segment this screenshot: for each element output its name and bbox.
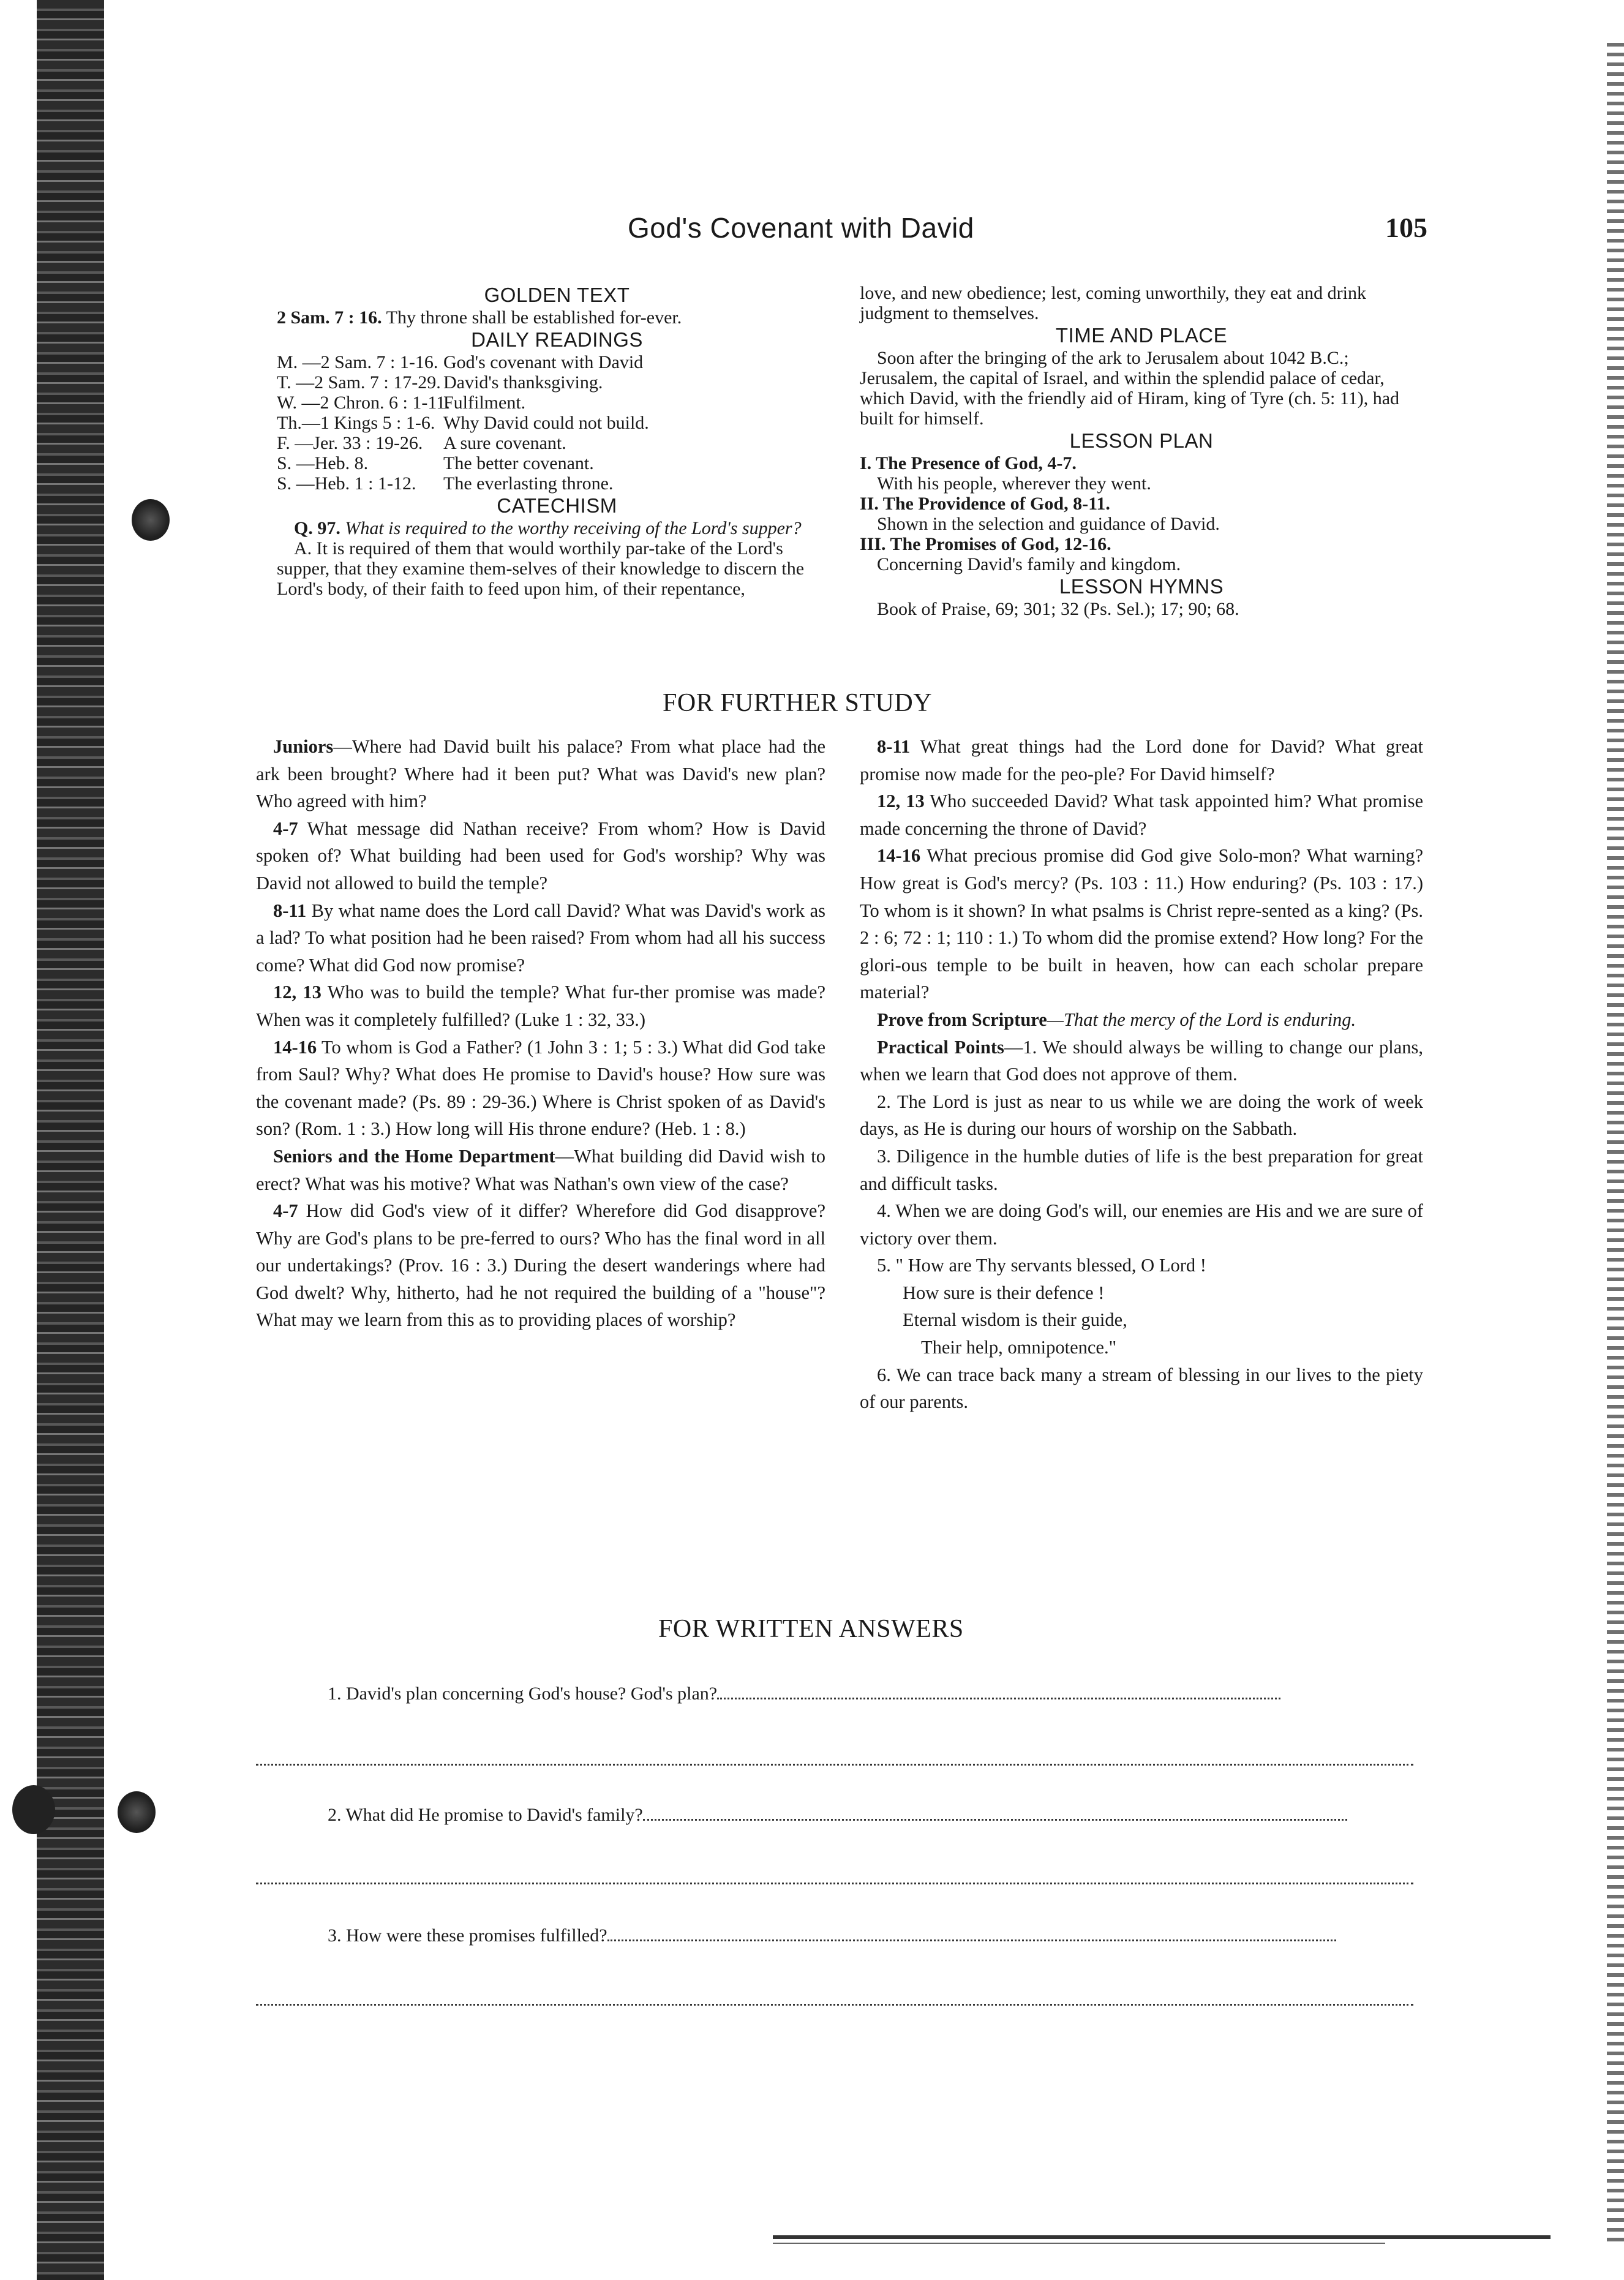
written-question-3 xyxy=(328,1925,1336,1946)
reading-ref: F. —Jer. 33 : 19-26. xyxy=(277,433,423,453)
verse-text: By what name does the Lord call David? What was David's work as a lad? To what position had he been raised? From whom had all his success come? What did God now promise? xyxy=(256,900,825,976)
seniors-label: Seniors and the Home Department xyxy=(273,1145,555,1167)
lesson-plan-item-desc: Concerning David's family and kingdom. xyxy=(877,554,1181,574)
written-question-text: 3. How were these promises fulfilled? xyxy=(328,1925,607,1946)
reading-title: God's covenant with David xyxy=(443,352,644,372)
verse-label: 4-7 xyxy=(273,818,298,839)
golden-text xyxy=(277,307,837,328)
practical-point-2: 2. The Lord is just as near to us while we are doing the work of week days, as He is during our hours of worship on the Sabbath. xyxy=(860,1091,1423,1140)
written-question-2 xyxy=(328,1805,1347,1826)
answer-blank-line[interactable] xyxy=(256,2004,1413,2006)
juniors-8-11-paragraph xyxy=(256,897,825,979)
verse-label: 14-16 xyxy=(877,845,921,867)
answer-blank[interactable] xyxy=(643,1819,1347,1821)
verse-text: Who was to build the temple? What fur-ther promise was made? When was it completely fulfilled? (Luke 1 : 32, 33.) xyxy=(256,982,825,1030)
verse-label: 8-11 xyxy=(273,900,307,921)
catechism-answer-continued: love, and new obedience; lest, coming unworthily, they eat and drink judgment to themselves. xyxy=(860,283,1366,323)
practical-point-5: 5. " How are Thy servants blessed, O Lord ! xyxy=(877,1255,1206,1276)
catechism-answer: A. It is required of them that would worthily par-take of the Lord's supper, that they examine them-selves of their knowledge to discern the Lord's body, of their faith to feed upon him, of their repentance, xyxy=(277,538,805,599)
book-binding-edge xyxy=(37,0,104,2280)
bottom-rule-thin xyxy=(773,2243,1385,2244)
catechism-q-text: What is required to the worthy receiving of the Lord's supper? xyxy=(345,518,802,538)
prove-label: Prove from Scripture xyxy=(877,1009,1047,1030)
running-head: God's Covenant with David xyxy=(628,212,974,244)
juniors-12-13-paragraph xyxy=(256,979,825,1033)
reading-title: The better covenant. xyxy=(443,453,594,473)
reading-title: David's thanksgiving. xyxy=(443,372,603,393)
poem-line: How sure is their defence ! xyxy=(903,1282,1105,1303)
lesson-plan-item-desc: With his people, wherever they went. xyxy=(877,473,1151,494)
binding-hole-top xyxy=(132,499,170,541)
reading-ref: S. —Heb. 8. xyxy=(277,453,369,473)
verse-label: 8-11 xyxy=(877,736,911,757)
further-study-left-column xyxy=(256,733,825,1334)
time-place-text: Soon after the bringing of the ark to Jerusalem about 1042 B.C.; Jerusalem, the capital of Israel, and within the splendid palace of cedar, which David, with the friendly aid of Hiram, king of Tyre (ch. 5: 11), had built for himself. xyxy=(860,348,1400,429)
bottom-rule xyxy=(773,2235,1551,2239)
verse-text: How did God's view of it differ? Wherefore did God disapprove? Why are God's plans to be pre-ferred to ours? Who has the final word in all our undertakings? (Prov. 16 : 3.) During the desert wanderings where had God dwelt? Why, hitherto, had he not required the building of a "house"? What may we learn from this as to providing places of worship? xyxy=(256,1200,825,1331)
juniors-4-7-paragraph xyxy=(256,815,825,897)
practical-text: —1. We should always be willing to change our plans, when we learn that God does not approve of them. xyxy=(860,1036,1423,1085)
reading-title: Why David could not build. xyxy=(443,413,649,433)
verse-label: 12, 13 xyxy=(877,791,925,812)
practical-point-1 xyxy=(860,1034,1423,1088)
reading-ref: M. —2 Sam. 7 : 1-16. xyxy=(277,352,438,372)
verse-label: 14-16 xyxy=(273,1036,317,1058)
catechism-question xyxy=(277,518,837,538)
prove-from-scripture xyxy=(860,1006,1423,1034)
written-question-text: 1. David's plan concerning God's house? God's plan? xyxy=(328,1684,718,1704)
verse-text: To whom is God a Father? (1 John 3 : 1; 5 : 3.) What did God take from Saul? Why? What does He promise to David's house? How sure was the covenant made? (Ps. 89 : 29-36.) Where is Christ spoken of as David's son? (Rom. 1 : 3.) How long will His throne endure? (Heb. 1 : 8.) xyxy=(256,1036,825,1140)
written-answers-heading: FOR WRITTEN ANSWERS xyxy=(658,1615,964,1643)
page-number: 105 xyxy=(1385,212,1427,243)
written-question-text: 2. What did He promise to David's family? xyxy=(328,1805,643,1825)
practical-point-3: 3. Diligence in the humble duties of life is the best preparation for great and difficult tasks. xyxy=(860,1145,1423,1194)
written-question-1 xyxy=(328,1684,1280,1704)
further-study-heading: FOR FURTHER STUDY xyxy=(663,689,933,717)
juniors-14-16-paragraph xyxy=(256,1034,825,1143)
juniors-text: —Where had David built his palace? From what place had the ark been brought? Where had it been put? What was David's new plan? Who agreed with him? xyxy=(256,736,825,812)
practical-label: Practical Points xyxy=(877,1036,1004,1058)
poem-line: Eternal wisdom is their guide, xyxy=(903,1309,1127,1331)
verse-text: What great things had the Lord done for David? What great promise now made for the peo-ple? For David himself? xyxy=(860,736,1423,784)
lesson-plan-item-title: I. The Presence of God, 4-7. xyxy=(860,453,1077,473)
prove-text: —That the mercy of the Lord is enduring. xyxy=(1047,1009,1356,1030)
lesson-hymns-text: Book of Praise, 69; 301; 32 (Ps. Sel.); 17; 90; 68. xyxy=(877,599,1239,619)
seniors-8-11-paragraph xyxy=(860,733,1423,788)
answer-blank[interactable] xyxy=(717,1698,1280,1699)
lesson-plan-heading: LESSON PLAN xyxy=(1069,429,1214,452)
reading-ref: S. —Heb. 1 : 1-12. xyxy=(277,473,416,494)
golden-text-heading: GOLDEN TEXT xyxy=(484,284,630,306)
reading-title: A sure covenant. xyxy=(443,433,566,453)
seniors-paragraph xyxy=(256,1143,825,1197)
poem-line: Their help, omnipotence." xyxy=(921,1337,1117,1358)
seniors-12-13-paragraph xyxy=(860,788,1423,842)
catechism-q-label: Q. 97. xyxy=(294,518,340,538)
verse-text: What message did Nathan receive? From whom? How is David spoken of? What building had been used for God's worship? Why was David not allowed to build the temple? xyxy=(256,818,825,894)
golden-text-body: Thy throne shall be established for-ever. xyxy=(386,307,682,328)
left-top-column xyxy=(277,283,837,599)
seniors-14-16-paragraph xyxy=(860,842,1423,1006)
lesson-plan-item-title: III. The Promises of God, 12-16. xyxy=(860,534,1111,554)
daily-readings-heading: DAILY READINGS xyxy=(471,328,643,351)
lesson-hymns-heading: LESSON HYMNS xyxy=(1059,575,1224,598)
reading-title: The everlasting throne. xyxy=(443,473,614,494)
reading-ref: Th.—1 Kings 5 : 1-6. xyxy=(277,413,435,433)
verse-text: What precious promise did God give Solo-mon? What warning? How great is God's mercy? (Ps. 103 : 11.) How enduring? (Ps. 103 : 17.) To whom is it shown? In what psalms is Christ repre-sented as a king? (Ps. 2 : 6; 72 : 1; 110 : 1.) To whom did the promise extend? How long? For the glori-ous temple to be built in heaven, how can each scholar prepare material? xyxy=(860,845,1423,1003)
lesson-plan-item-desc: Shown in the selection and guidance of David. xyxy=(877,514,1220,534)
answer-blank-line[interactable] xyxy=(256,1764,1413,1766)
answer-blank-line[interactable] xyxy=(256,1883,1413,1884)
practical-point-6: 6. We can trace back many a stream of blessing in our lives to the piety of our parents. xyxy=(860,1364,1423,1413)
binding-hole-bottom xyxy=(118,1791,156,1833)
answer-blank[interactable] xyxy=(607,1940,1336,1941)
practical-point-4: 4. When we are doing God's will, our enemies are His and we are sure of victory over them. xyxy=(860,1200,1423,1249)
verse-label: 12, 13 xyxy=(273,982,321,1003)
reading-ref: T. —2 Sam. 7 : 17-29. xyxy=(277,372,441,393)
lesson-plan-item-title: II. The Providence of God, 8-11. xyxy=(860,494,1110,514)
verse-text: Who succeeded David? What task appointed him? What promise made concerning the throne of David? xyxy=(860,791,1424,839)
golden-text-ref: 2 Sam. 7 : 16. xyxy=(277,307,382,328)
daily-readings-list xyxy=(277,352,837,494)
further-study-right-column xyxy=(860,733,1423,1416)
juniors-label: Juniors xyxy=(273,736,334,757)
catechism-heading: CATECHISM xyxy=(497,494,617,517)
reading-title: Fulfilment. xyxy=(443,393,526,413)
right-top-column xyxy=(860,283,1423,619)
binding-hole-bottom-left xyxy=(12,1785,55,1834)
time-place-heading: TIME AND PLACE xyxy=(1055,324,1228,347)
juniors-paragraph xyxy=(256,733,825,815)
reading-ref: W. —2 Chron. 6 : 1-11. xyxy=(277,393,450,413)
verse-label: 4-7 xyxy=(273,1200,298,1222)
seniors-text: —What building did David wish to erect? What was his motive? What was Nathan's own view of the case? xyxy=(256,1145,825,1194)
right-page-edge xyxy=(1607,43,1624,2248)
seniors-4-7-paragraph xyxy=(256,1197,825,1334)
